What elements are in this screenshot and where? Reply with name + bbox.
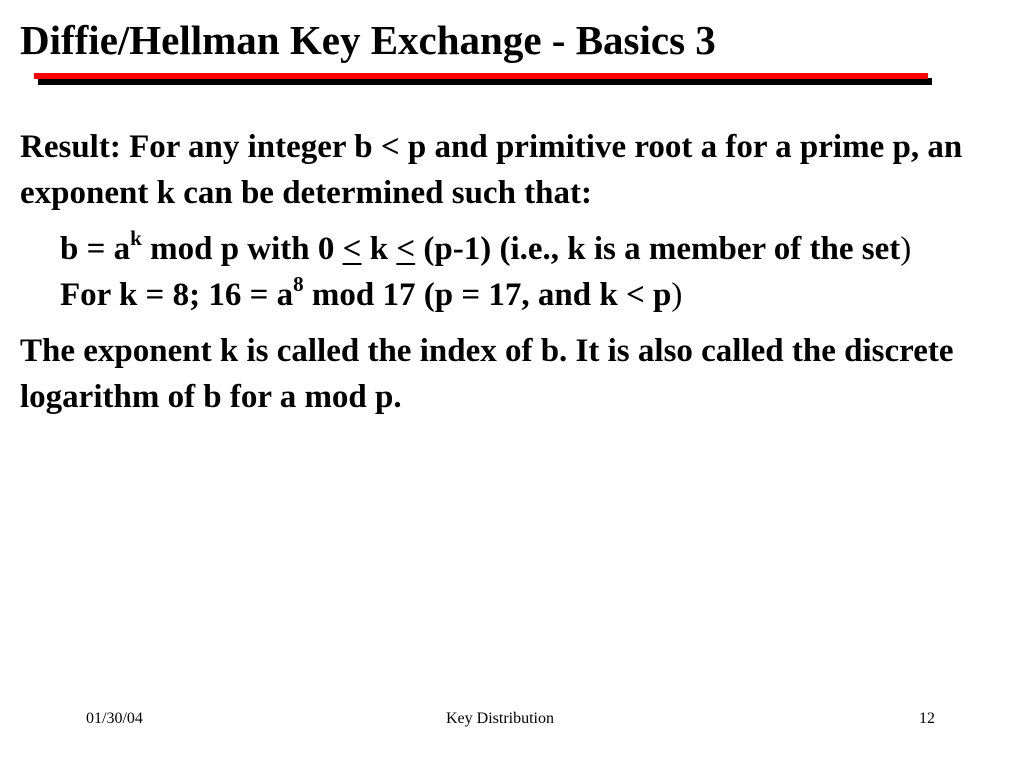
example-close-paren: ) <box>671 277 683 313</box>
footer-page-number: 12 <box>919 710 935 727</box>
title-underline <box>34 73 928 79</box>
example-line <box>60 272 980 318</box>
title-underline-shadow <box>38 78 932 85</box>
equation-line <box>60 226 980 272</box>
result-paragraph: Result: For any integer b < p and primitive root a for a prime p, an exponent k can be determined such that: <box>20 129 963 211</box>
indented-block <box>60 226 980 318</box>
footer-date: 01/30/04 <box>86 710 143 727</box>
equation-mod-text: mod p with 0 <box>141 231 343 267</box>
footer-title: Key Distribution <box>446 710 554 727</box>
equation-base: b = a <box>60 231 131 267</box>
equation-close-paren: ) <box>900 231 912 267</box>
less-equal-symbol-2: < <box>396 231 416 267</box>
conclusion-paragraph: The exponent k is called the index of b. It is also called the discrete logarithm of b for a mod p. <box>20 333 954 415</box>
slide-body <box>20 124 980 420</box>
equation-exponent: k <box>130 226 142 250</box>
equation-k: k <box>361 231 397 267</box>
example-start: For k = 8; 16 = a <box>60 277 294 313</box>
less-equal-symbol-1: < <box>342 231 362 267</box>
equation-range-text: (p-1) (i.e., k is a member of the set <box>415 231 901 267</box>
example-rest: mod 17 (p = 17, and k < p <box>303 277 672 313</box>
example-exponent: 8 <box>293 272 304 296</box>
slide-title: Diffie/Hellman Key Exchange - Basics 3 <box>20 17 716 63</box>
